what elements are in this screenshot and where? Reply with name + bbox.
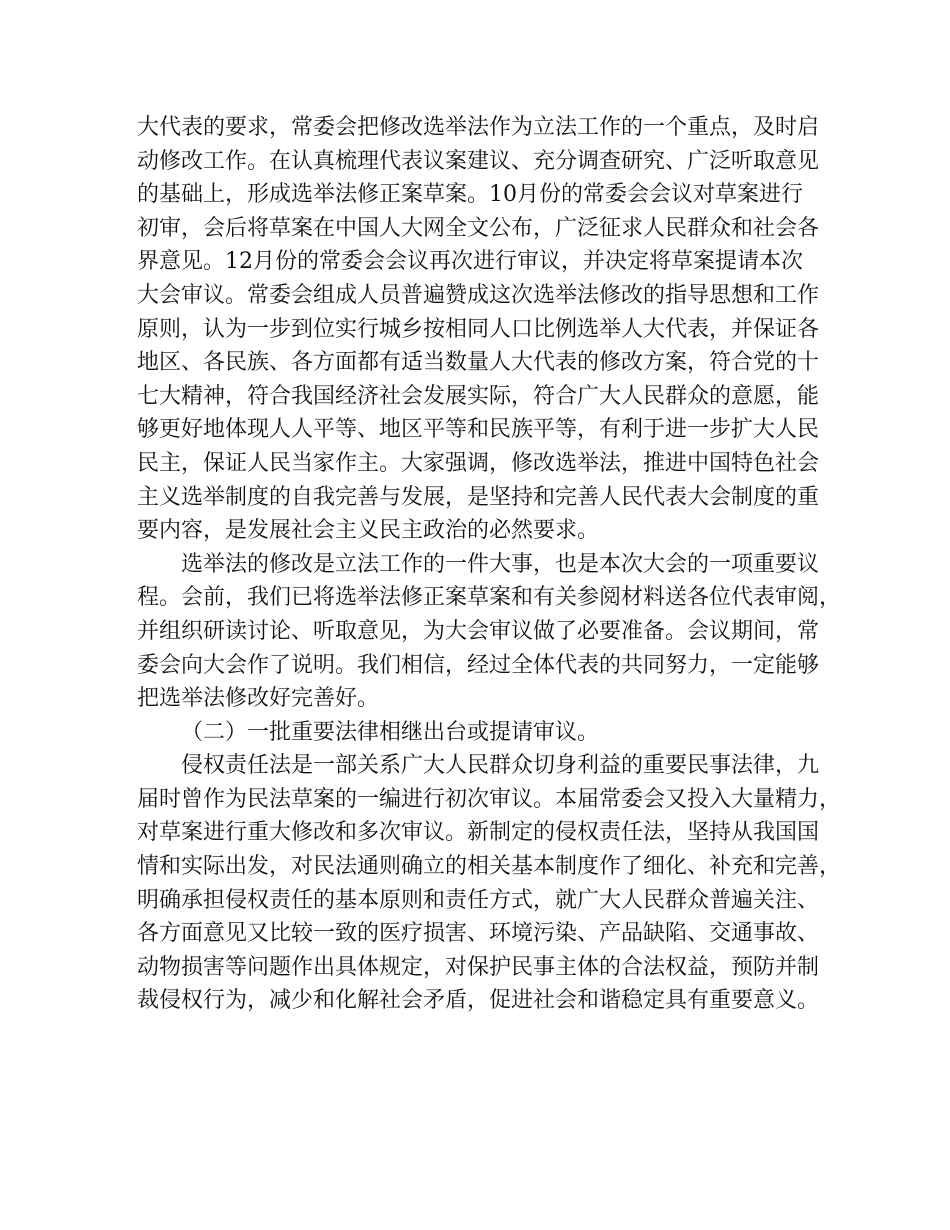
text-line: 届时曾作为民法草案的一编进行初次审议。本届常委会又投入大量精力， — [137, 786, 842, 812]
document-body — [137, 111, 842, 1018]
text-line: 原则，认为一步到位实行城乡按相同人口比例选举人大代表，并保证各 — [137, 316, 820, 342]
paragraph-start-line: 侵权责任法是一部关系广大人民群众切身利益的重要民事法律，九 — [181, 753, 820, 779]
text-line: 民主，保证人民当家作主。大家强调，修改选举法，推进中国特色社会 — [137, 450, 820, 476]
text-line: 初审，会后将草案在中国人大网全文公布，广泛征求人民群众和社会各 — [137, 215, 820, 241]
text-line: 情和实际出发，对民法通则确立的相关基本制度作了细化、补充和完善， — [137, 854, 842, 880]
text-line: 并组织研读讨论、听取意见，为大会审议做了必要准备。会议期间，常 — [137, 618, 820, 644]
section-heading: （二）一批重要法律相继出台或提请审议。 — [181, 719, 600, 745]
text-line: 委会向大会作了说明。我们相信，经过全体代表的共同努力，一定能够 — [137, 652, 820, 678]
text-line: 界意见。12月份的常委会会议再次进行审议，并决定将草案提请本次 — [137, 249, 803, 275]
text-line: 大代表的要求，常委会把修改选举法作为立法工作的一个重点，及时启 — [137, 115, 820, 140]
text-line: 够更好地体现人人平等、地区平等和民族平等，有利于进一步扩大人民 — [137, 417, 820, 443]
text-line: 对草案进行重大修改和多次审议。新制定的侵权责任法，坚持从我国国 — [137, 820, 820, 846]
paragraph-start-line: 选举法的修改是立法工作的一件大事，也是本次大会的一项重要议 — [181, 551, 820, 577]
text-line: 各方面意见又比较一致的医疗损害、环境污染、产品缺陷、交通事故、 — [137, 921, 820, 947]
text-line: 动物损害等问题作出具体规定，对保护民事主体的合法权益，预防并制 — [137, 954, 820, 980]
text-line: 裁侵权行为，减少和化解社会矛盾，促进社会和谐稳定具有重要意义。 — [137, 988, 820, 1014]
text-line: 主义选举制度的自我完善与发展，是坚持和完善人民代表大会制度的重 — [137, 484, 820, 510]
text-line: 程。会前，我们已将选举法修正案草案和有关参阅材料送各位代表审阅， — [137, 585, 842, 611]
text-line: 七大精神，符合我国经济社会发展实际，符合广大人民群众的意愿，能 — [137, 383, 820, 409]
text-line: 明确承担侵权责任的基本原则和责任方式，就广大人民群众普遍关注、 — [137, 887, 820, 913]
text-line: 的基础上，形成选举法修正案草案。10月份的常委会会议对草案进行 — [137, 182, 803, 208]
text-line: 动修改工作。在认真梳理代表议案建议、充分调查研究、广泛听取意见 — [137, 148, 820, 174]
text-line: 大会审议。常委会组成人员普遍赞成这次选举法修改的指导思想和工作 — [137, 282, 820, 308]
text-line: 要内容，是发展社会主义民主政治的必然要求。 — [137, 518, 600, 544]
text-line: 把选举法修改好完善好。 — [137, 686, 380, 712]
text-line: 地区、各民族、各方面都有适当数量人大代表的修改方案，符合党的十 — [137, 350, 820, 376]
